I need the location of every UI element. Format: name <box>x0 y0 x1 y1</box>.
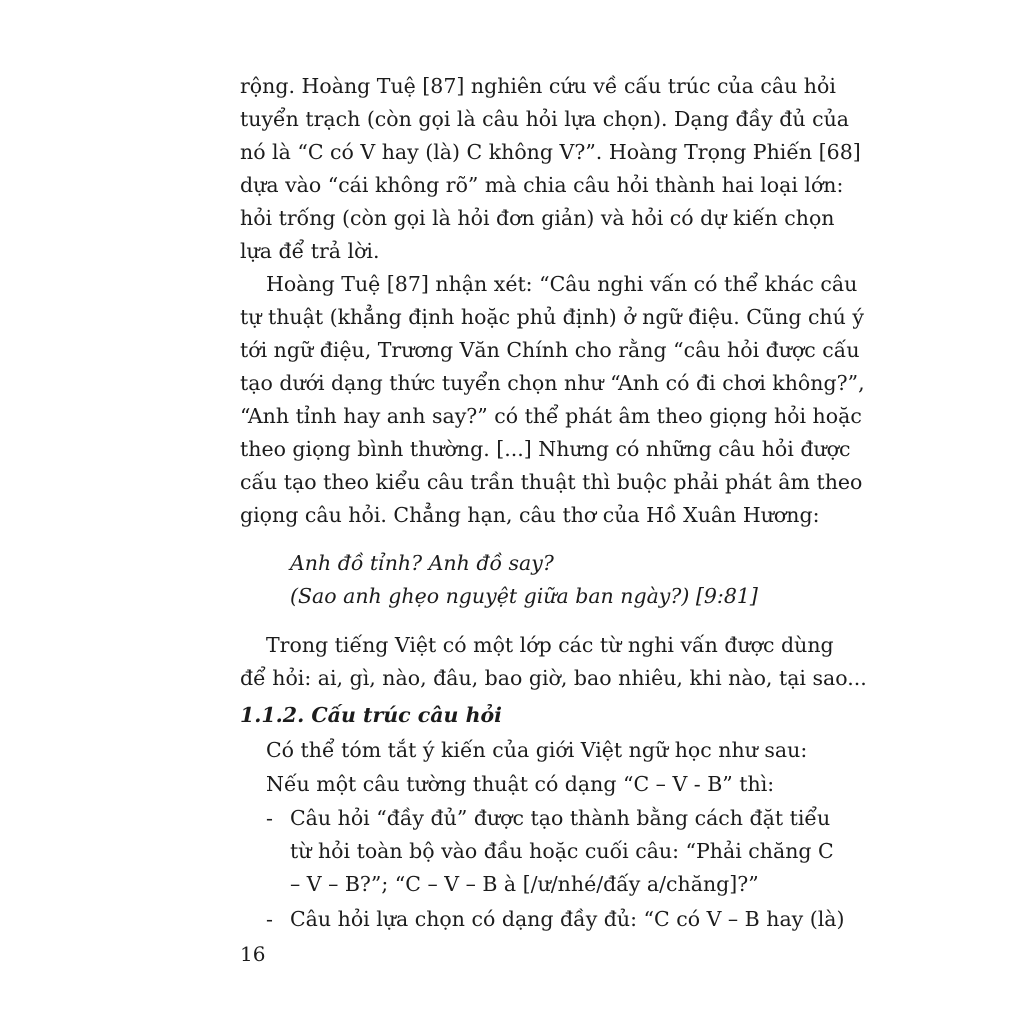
paragraph-2-line-7: cấu tạo theo kiểu câu trần thuật thì buộc phải phát âm theo <box>240 470 863 494</box>
bullet-1-line-3: – V – B?”; “C – V – B à [/ư/nhé/đấy a/chăng]?” <box>290 872 759 896</box>
paragraph-1-line-5: hỏi trống (còn gọi là hỏi đơn giản) và hỏi có dự kiến chọn <box>240 206 835 230</box>
section-heading: 1.1.2. Cấu trúc câu hỏi <box>240 703 502 727</box>
paragraph-3-line-2: để hỏi: ai, gì, nào, đâu, bao giờ, bao nhiêu, khi nào, tại sao... <box>240 666 867 690</box>
paragraph-2-line-3: tới ngữ điệu, Trương Văn Chính cho rằng “câu hỏi được cấu <box>240 338 860 362</box>
paragraph-2-line-8: giọng câu hỏi. Chẳng hạn, câu thơ của Hồ Xuân Hương: <box>240 503 820 527</box>
paragraph-2-line-6: theo giọng bình thường. [...] Nhưng có những câu hỏi được <box>240 437 851 461</box>
bullet-1-dash: - <box>266 806 273 830</box>
paragraph-1-line-2: tuyển trạch (còn gọi là câu hỏi lựa chọn). Dạng đầy đủ của <box>240 107 850 131</box>
paragraph-2-line-4: tạo dưới dạng thức tuyển chọn như “Anh có đi chơi không?”, <box>240 371 865 395</box>
paragraph-5: Nếu một câu tường thuật có dạng “C – V - B” thì: <box>266 772 775 796</box>
page-number: 16 <box>240 942 266 966</box>
bullet-1-line-1: Câu hỏi “đầy đủ” được tạo thành bằng cách đặt tiểu <box>290 806 831 830</box>
poem-line-1: Anh đồ tỉnh? Anh đồ say? <box>290 551 554 575</box>
paragraph-2-line-2: tự thuật (khẳng định hoặc phủ định) ở ngữ điệu. Cũng chú ý <box>240 305 864 329</box>
bullet-1-line-2: từ hỏi toàn bộ vào đầu hoặc cuối câu: “Phải chăng C <box>290 839 834 863</box>
poem-line-2: (Sao anh ghẹo nguyệt giữa ban ngày?) [9:81] <box>290 584 758 608</box>
bullet-2-dash: - <box>266 907 273 931</box>
paragraph-2-line-5: “Anh tỉnh hay anh say?” có thể phát âm theo giọng hỏi hoặc <box>240 404 862 428</box>
paragraph-1-line-1: rộng. Hoàng Tuệ [87] nghiên cứu về cấu trúc của câu hỏi <box>240 74 836 98</box>
bullet-2-line-1: Câu hỏi lựa chọn có dạng đầy đủ: “C có V – B hay (là) <box>290 907 845 931</box>
paragraph-4: Có thể tóm tắt ý kiến của giới Việt ngữ học như sau: <box>266 738 808 762</box>
paragraph-1-line-6: lựa để trả lời. <box>240 239 380 263</box>
paragraph-1-line-3: nó là “C có V hay (là) C không V?”. Hoàng Trọng Phiến [68] <box>240 140 861 164</box>
paragraph-2-line-1: Hoàng Tuệ [87] nhận xét: “Câu nghi vấn có thể khác câu <box>266 272 858 296</box>
paragraph-1-line-4: dựa vào “cái không rõ” mà chia câu hỏi thành hai loại lớn: <box>240 173 844 197</box>
paragraph-3-line-1: Trong tiếng Việt có một lớp các từ nghi vấn được dùng <box>266 633 834 657</box>
